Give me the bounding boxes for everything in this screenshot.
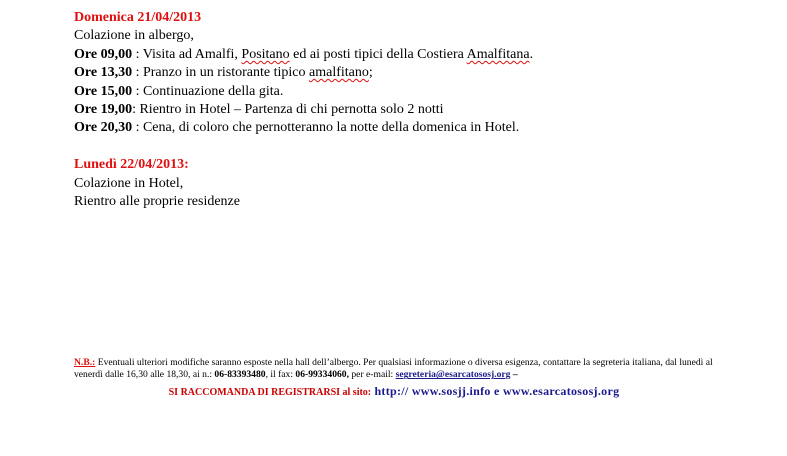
schedule-text: : Pranzo in un ristorante tipico	[132, 65, 309, 81]
sunday-heading: Domenica 21/04/2013	[74, 10, 202, 25]
footnote-text: Eventuali ulteriori modifiche saranno esposte nella hall dell’albergo. Per qualsiasi informazione o diversa esigenza, contattare la segreteria italiana, dal lunedì al venerdì dalle 16,30 alle 18,30, ai n.:	[74, 357, 713, 381]
schedule-time: Ore 09,00	[74, 46, 133, 62]
spacer	[74, 138, 774, 156]
schedule-time: Ore 15,00	[74, 83, 133, 99]
schedule-item-1900	[74, 101, 774, 119]
schedule-item-2030	[74, 119, 774, 137]
schedule-item-0900	[74, 46, 774, 64]
monday-line-1: Colazione in Hotel,	[74, 175, 184, 191]
spellcheck-word: Amalfitana	[466, 46, 530, 62]
register-label: SI RACCOMANDA DI REGISTRARSI al sito:	[168, 387, 372, 398]
monday-heading: Lunedì 22/04/2013:	[74, 157, 189, 173]
schedule-text: : Continuazione della gita.	[132, 83, 284, 99]
footnote-text: –	[510, 369, 518, 381]
schedule-time: Ore 19,00	[74, 102, 133, 118]
spellcheck-word: Positano	[241, 46, 290, 62]
footnote	[74, 357, 714, 382]
schedule-text: ed ai posti tipici della Costiera	[289, 46, 467, 62]
fax-number: 06-99334060,	[295, 369, 349, 381]
footnote-text: per e-mail:	[348, 369, 396, 381]
spellcheck-word: amalfitano	[309, 65, 369, 81]
registration-line	[74, 385, 714, 399]
nb-label: N.B.:	[74, 357, 96, 368]
schedule-item-1500	[74, 83, 774, 101]
website-links[interactable]: http:// www.sosjj.info e www.esarcatososj.org	[371, 384, 620, 398]
schedule-time: Ore 20,30	[74, 120, 133, 136]
schedule-text: ;	[368, 65, 373, 81]
schedule-item-1330	[74, 64, 774, 82]
schedule-text: : Visita ad Amalfi,	[132, 46, 242, 62]
schedule-time: Ore 13,30	[74, 65, 133, 81]
sunday-intro: Colazione in albergo,	[74, 28, 194, 44]
phone-number: 06-83393480	[214, 369, 266, 381]
email-link[interactable]: segreteria@esarcatososj.org	[395, 369, 511, 381]
schedule-text: .	[529, 46, 534, 62]
document-body	[74, 9, 774, 211]
schedule-text: : Cena, di coloro che pernotteranno la notte della domenica in Hotel.	[132, 120, 520, 136]
footnote-text: , il fax:	[265, 369, 296, 381]
monday-line-2: Rientro alle proprie residenze	[74, 194, 240, 210]
schedule-text: : Rientro in Hotel – Partenza di chi pernotta solo 2 notti	[132, 102, 444, 118]
